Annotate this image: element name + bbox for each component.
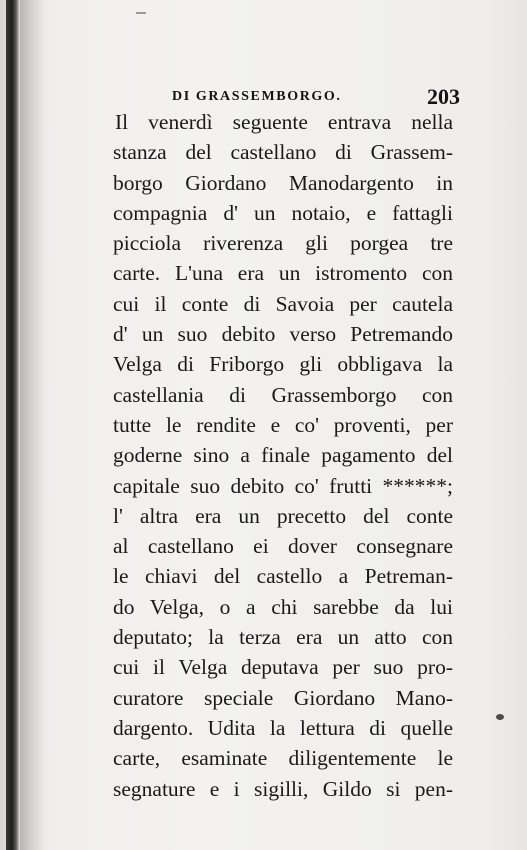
text-line: dargento. Udita la lettura di quelle (113, 715, 453, 740)
text-line: segnature e i sigilli, Gildo si pen- (113, 776, 453, 801)
ink-spot (496, 714, 504, 720)
running-head: DI GRASSEMBORGO. (172, 89, 342, 104)
text-line: d' un suo debito verso Petremando (113, 322, 453, 347)
text-line: carte. L'una era un istromento con (113, 261, 453, 286)
text-line: l' altra era un precetto del conte (113, 503, 453, 528)
book-spine (6, 0, 20, 850)
gutter-shadow (20, 0, 46, 850)
text-line: picciola riverenza gli porgea tre (113, 231, 453, 256)
text-line: stanza del castellano di Grassem- (113, 140, 453, 165)
page-header (172, 84, 460, 109)
text-line: Il venerdì seguente entrava nella (115, 110, 453, 134)
text-line: castellania di Grassemborgo con (113, 382, 453, 407)
text-line: compagnia d' un notaio, e fattagli (113, 200, 453, 225)
text-line: deputato; la terza era un atto con (113, 625, 453, 650)
text-line: al castellano ei dover consegnare (113, 534, 453, 559)
text-line: le chiavi del castello a Petreman- (113, 564, 453, 589)
text-line: cui il Velga deputava per suo pro- (113, 655, 453, 680)
text-line: cui il conte di Savoia per cautela (113, 291, 453, 316)
text-line: carte, esaminate diligentemente le (113, 746, 453, 771)
body-text (113, 107, 453, 804)
page-number: 203 (427, 84, 460, 109)
text-line: capitale suo debito co' frutti ******; (113, 473, 453, 498)
text-line: goderne sino a finale pagamento del (113, 443, 453, 468)
paper-mark (136, 12, 146, 14)
text-line: curatore speciale Giordano Mano- (113, 685, 453, 710)
text-line: Velga di Friborgo gli obbligava la (113, 352, 453, 377)
text-line: borgo Giordano Manodargento in (113, 170, 453, 195)
text-line: tutte le rendite e co' proventi, per (113, 412, 453, 437)
text-line: do Velga, o a chi sarebbe da lui (113, 594, 453, 619)
